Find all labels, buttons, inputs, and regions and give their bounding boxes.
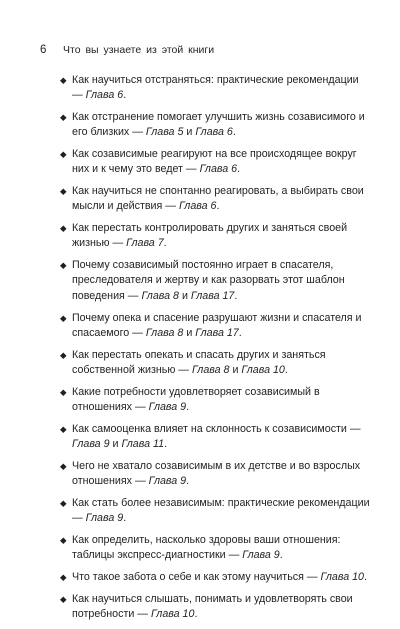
bullet-diamond-icon: ◆ <box>60 223 67 234</box>
item-end-punctuation: . <box>284 363 288 376</box>
list-item <box>60 533 370 563</box>
list-item <box>60 592 370 622</box>
item-topic: Почему опека и спасение разрушают жизни и спасателя и спасаемого — <box>72 311 362 339</box>
bullet-diamond-icon: ◆ <box>60 149 67 160</box>
topic-list <box>60 73 370 629</box>
list-item <box>60 110 370 140</box>
item-topic: Как самооценка влияет на склонность к созависимости — <box>72 422 361 435</box>
chapter-reference: Глава 9 <box>72 437 110 450</box>
bullet-diamond-icon: ◆ <box>60 75 67 85</box>
item-end-punctuation: . <box>232 126 236 139</box>
item-end-punctuation: . <box>234 289 238 302</box>
chapter-reference: Глава 5 <box>145 126 184 139</box>
reference-separator: и <box>183 126 196 139</box>
bullet-diamond-icon: ◆ <box>60 260 67 271</box>
chapter-reference: Глава 8 <box>145 326 184 339</box>
list-item <box>60 348 370 378</box>
item-topic: Чего не хватало созависимым в их детстве и во взрослых отношениях — <box>72 459 361 487</box>
chapter-reference: Глава 9 <box>242 549 280 562</box>
item-topic: Что такое забота о себе и как этому научиться — <box>72 571 321 584</box>
chapter-reference: Глава 10 <box>320 571 364 584</box>
chapter-reference: Глава 17 <box>190 289 235 302</box>
chapter-reference: Глава 9 <box>85 512 124 525</box>
list-item <box>60 496 370 526</box>
list-item <box>60 570 370 585</box>
bullet-diamond-icon: ◆ <box>60 186 67 197</box>
list-item <box>60 385 370 415</box>
list-item-text <box>72 221 370 251</box>
chapter-reference: Глава 6 <box>178 200 217 213</box>
item-end-punctuation: . <box>238 326 242 339</box>
bullet-diamond-icon: ◆ <box>60 312 67 323</box>
item-topic: Как определить, насколько здоровы ваши отношения: таблицы экспресс-диагностики — <box>72 534 341 562</box>
list-item <box>60 147 370 177</box>
item-end-punctuation: . <box>237 163 241 176</box>
list-item-text <box>72 311 370 341</box>
chapter-reference: Глава 11 <box>121 437 165 450</box>
reference-separator: и <box>229 363 242 376</box>
reference-separator: и <box>109 437 122 450</box>
chapter-reference: Глава 8 <box>191 363 230 376</box>
bullet-diamond-icon: ◆ <box>60 535 67 546</box>
list-item-text <box>72 592 370 622</box>
page-header <box>40 44 214 56</box>
item-end-punctuation: . <box>364 571 367 584</box>
chapter-reference: Глава 17 <box>195 326 239 339</box>
list-item-text <box>72 459 370 489</box>
item-topic: Какие потребности удовлетворяет созависимый в отношениях — <box>72 385 320 413</box>
chapter-reference: Глава 8 <box>141 289 179 302</box>
item-topic: Как перестать контролировать других и заняться своей жизнью — <box>72 222 348 250</box>
list-item-text <box>72 73 370 103</box>
chapter-reference: Глава 10 <box>241 363 285 376</box>
list-item-text <box>72 258 370 303</box>
list-item-text <box>72 348 370 378</box>
item-topic: Почему созависимый постоянно играет в спасателя, преследователя и жертву и как разорвать этот шаблон поведения — <box>72 259 345 302</box>
running-head: Что вы узнаете из этой книги <box>63 44 215 56</box>
item-topic: Как отстранение помогает улучшить жизнь созависимого и его близких — <box>72 111 365 139</box>
item-end-punctuation: . <box>163 237 167 250</box>
bullet-diamond-icon: ◆ <box>60 460 67 471</box>
list-item <box>60 422 370 452</box>
bullet-diamond-icon: ◆ <box>60 572 67 583</box>
list-item-text <box>72 110 370 140</box>
item-topic: Как созависимые реагируют на все происходящее вокруг них и к чему это ведет — <box>72 148 357 176</box>
bullet-diamond-icon: ◆ <box>60 423 67 434</box>
list-item-text <box>72 385 370 415</box>
item-topic: Как стать более независимым: практические рекомендации — <box>72 496 370 525</box>
item-topic: Как перестать опекать и спасать других и заняться собственной жизнью — <box>72 348 326 376</box>
reference-separator: и <box>183 326 196 339</box>
item-end-punctuation: . <box>186 400 190 413</box>
item-end-punctuation: . <box>123 89 127 102</box>
bullet-diamond-icon: ◆ <box>60 112 67 123</box>
list-item-text <box>72 422 370 452</box>
item-topic: Как научиться отстраняться: практические рекомендации — <box>72 74 359 102</box>
list-item-text <box>72 570 370 585</box>
chapter-reference: Глава 6 <box>85 89 124 102</box>
list-item-text <box>72 533 370 563</box>
list-item-text <box>72 496 370 526</box>
list-item <box>60 311 370 341</box>
list-item-text <box>72 184 370 214</box>
list-item <box>60 221 370 251</box>
list-item <box>60 73 370 103</box>
item-end-punctuation: . <box>186 474 190 487</box>
list-item <box>60 184 370 214</box>
chapter-reference: Глава 9 <box>148 474 187 487</box>
list-item <box>60 258 370 303</box>
chapter-reference: Глава 6 <box>199 163 238 176</box>
chapter-reference: Глава 9 <box>148 400 187 413</box>
bullet-diamond-icon: ◆ <box>60 386 67 397</box>
page-number: 6 <box>40 44 47 56</box>
chapter-reference: Глава 10 <box>150 608 195 621</box>
item-end-punctuation: . <box>216 200 220 213</box>
item-topic: Как научиться слышать, понимать и удовлетворять свои потребности — <box>72 593 353 621</box>
bullet-diamond-icon: ◆ <box>60 497 67 508</box>
chapter-reference: Глава 7 <box>126 237 164 250</box>
chapter-reference: Глава 6 <box>195 126 233 139</box>
item-end-punctuation: . <box>194 608 198 621</box>
list-item <box>60 459 370 489</box>
item-topic: Как научиться не спонтанно реагировать, а выбирать свои мысли и действия — <box>72 185 364 213</box>
list-item-text <box>72 147 370 177</box>
item-end-punctuation: . <box>164 437 168 450</box>
reference-separator: и <box>178 289 191 302</box>
bullet-diamond-icon: ◆ <box>60 349 67 360</box>
item-end-punctuation: . <box>279 549 283 562</box>
item-end-punctuation: . <box>123 512 127 525</box>
bullet-diamond-icon: ◆ <box>60 594 67 605</box>
